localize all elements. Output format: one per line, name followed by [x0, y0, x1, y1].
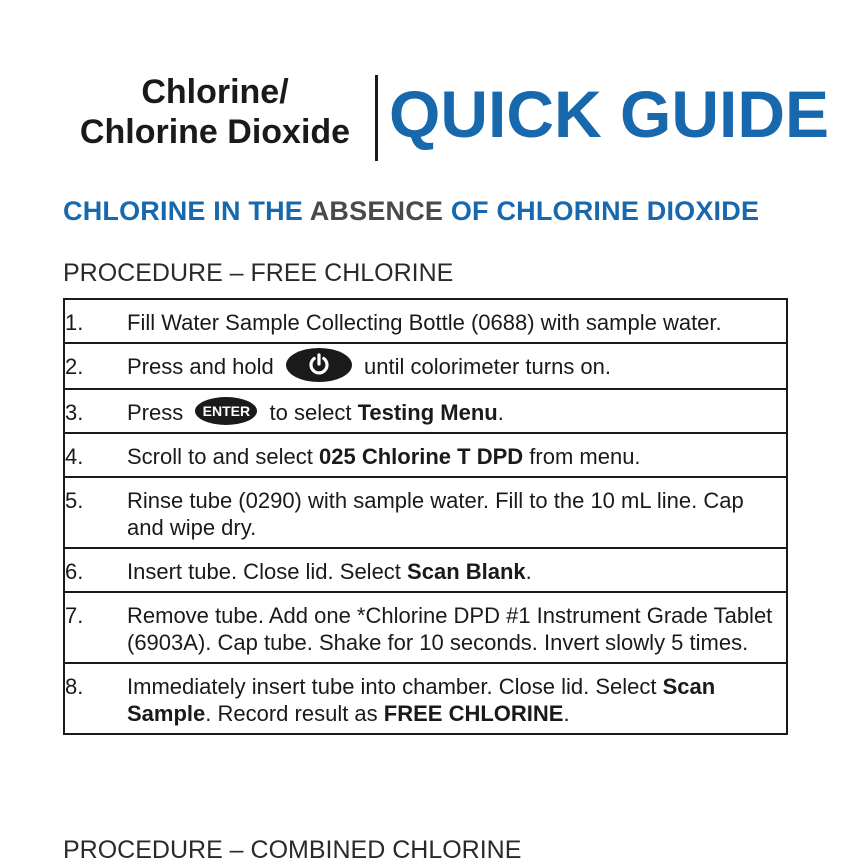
step-row-5 — [64, 477, 787, 548]
product-title-line2: Chlorine Dioxide — [79, 113, 351, 151]
step-text-end: . — [563, 701, 570, 727]
step-text-post: from menu. — [529, 444, 641, 470]
procedure-free-title: PROCEDURE – FREE CHLORINE — [63, 259, 454, 287]
header-divider — [375, 75, 378, 161]
product-title-line1: Chlorine/ — [141, 73, 289, 111]
step-number: 7. — [64, 592, 127, 663]
section-title-part1: CHLORINE IN THE — [63, 196, 304, 226]
step-number: 8. — [64, 663, 127, 734]
section-title-part3: OF CHLORINE DIOXIDE — [450, 196, 760, 226]
step-row-8 — [64, 663, 787, 734]
step-text: Remove tube. Add one *Chlorine DPD #1 Instrument Grade Tablet (6903A). Cap tube. Shake for 10 seconds. Invert slowly 5 times. — [127, 592, 787, 663]
step-row-1 — [64, 299, 787, 343]
enter-button-icon: ENTER — [195, 397, 257, 425]
step-text-pre: Insert tube. Close lid. Select — [127, 559, 401, 585]
step-text — [127, 343, 787, 389]
step-row-4 — [64, 433, 787, 477]
step-number: 5. — [64, 477, 127, 548]
step-text-pre: Press — [127, 400, 184, 426]
procedure-steps-table — [63, 298, 788, 735]
step-number: 1. — [65, 310, 84, 335]
step-text-bold: Scan Blank — [407, 559, 526, 585]
step-row-2 — [64, 343, 787, 389]
step-text: Rinse tube (0290) with sample water. Fill to the 10 mL line. Cap and wipe dry. — [127, 477, 787, 548]
step-row-7 — [64, 592, 787, 663]
step-text: Fill Water Sample Collecting Bottle (0688) with sample water. — [127, 310, 722, 335]
step-text-end: . — [497, 400, 504, 426]
step-text-bold: FREE CHLORINE — [383, 701, 564, 727]
step-number: 2. — [64, 343, 127, 389]
procedure-combined-title: PROCEDURE – COMBINED CHLORINE — [63, 836, 522, 864]
step-number: 3. — [64, 389, 127, 433]
power-button-icon — [286, 348, 352, 382]
step-row-3 — [64, 389, 787, 433]
step-text-bold: Scan Sample — [127, 674, 716, 727]
step-text-bold: Testing Menu — [357, 400, 498, 426]
section-title — [63, 196, 759, 227]
step-number: 6. — [64, 548, 127, 592]
step-text-pre: Scroll to and select — [127, 444, 313, 470]
step-text-mid: . Record result as — [205, 701, 378, 727]
step-text-post: until colorimeter turns on. — [364, 354, 612, 379]
step-text — [127, 663, 787, 734]
step-text — [127, 389, 787, 433]
step-text-mid: to select — [269, 400, 352, 426]
step-text-pre: Press and hold — [127, 354, 274, 379]
step-text-end: . — [525, 559, 532, 585]
quick-guide-title: QUICK GUIDE — [389, 77, 830, 151]
product-title — [70, 72, 360, 152]
step-text-pre: Immediately insert tube into chamber. Close lid. Select — [127, 674, 657, 700]
step-text — [127, 433, 787, 477]
step-text — [127, 548, 787, 592]
document-header — [0, 72, 850, 164]
step-row-6 — [64, 548, 787, 592]
step-number: 4. — [64, 433, 127, 477]
step-text-bold: 025 Chlorine T DPD — [319, 444, 524, 470]
section-title-part2: ABSENCE — [309, 196, 444, 226]
